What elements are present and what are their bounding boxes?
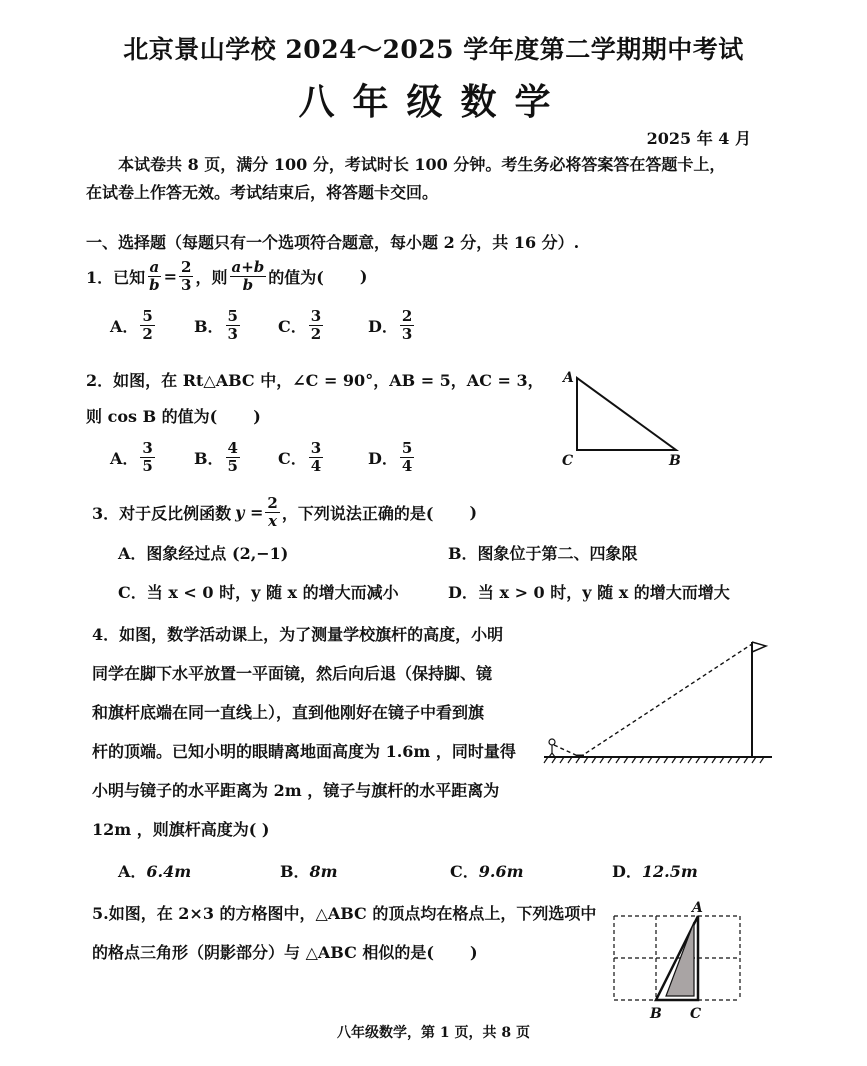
frac-num: 3 [310, 439, 322, 457]
option-label: B． [448, 544, 478, 563]
q1-options [110, 308, 452, 343]
option-label: D． [612, 862, 642, 881]
q1-option-d [368, 308, 452, 343]
q3-option-c [118, 580, 399, 603]
q3-close: ) [469, 502, 478, 522]
option-fraction [226, 440, 240, 475]
q4-line-3: 和旗杆底端在同一直线上），直到他刚好在镜子中看到旗 [92, 703, 485, 722]
option-fraction [309, 308, 323, 343]
option-fraction [226, 308, 240, 343]
q1-option-b [194, 308, 278, 343]
vertex-b-label: B [669, 453, 681, 469]
q4-line-5: 小明与镜子的水平距离为 2m ，镜子与旗杆的水平距离为 [92, 781, 500, 800]
option-label: C． [278, 317, 307, 336]
frac-den: b [149, 275, 160, 294]
q4-line-4: 杆的顶端。已知小明的眼睛离地面高度为 1.6m ，同时量得 [92, 742, 516, 761]
vertex-b-label: B [650, 1006, 662, 1022]
page-footer: 八年级数学，第 1 页，共 8 页 [337, 1025, 530, 1041]
frac-num: 5 [142, 307, 153, 325]
option-label: C． [450, 862, 479, 881]
q3-option-a [118, 541, 288, 564]
q3-option-d [448, 580, 730, 603]
person-icon [549, 739, 555, 757]
q4-line-6: 12m ，则旗杆高度为( ) [92, 820, 270, 839]
frac-den: b [242, 275, 254, 294]
q2-option-a [110, 440, 194, 475]
frac-num: 2 [401, 307, 413, 325]
shaded-region [666, 922, 694, 996]
option-text: 12.5m [641, 862, 698, 881]
flagpole-figure [536, 632, 776, 772]
q3-suffix: ，下列说法正确的是( [281, 503, 434, 523]
q4-option-c [450, 859, 524, 882]
q1-close: ) [359, 266, 368, 286]
q5-line-1: 5.如图，在 2×3 的方格图中，△ABC 的顶点均在格点上，下列选项中 [92, 904, 597, 923]
q5-line-2: 的格点三角形（阴影部分）与 △ABC 相似的是( [92, 943, 434, 962]
option-label: C． [278, 449, 307, 468]
option-label: D． [448, 583, 478, 602]
q2-option-d [368, 440, 452, 475]
q3-prefix: 3．对于反比例函数 [92, 503, 232, 523]
frac-den: 2 [310, 325, 322, 343]
fraction-a-plus-b-over-b [230, 259, 267, 294]
option-text: 8m [309, 862, 338, 881]
frac-den: x [268, 511, 278, 530]
option-fraction [309, 440, 323, 475]
option-label: A． [110, 317, 139, 336]
q1-prefix: 1．已知 [86, 267, 146, 287]
option-label: C． [118, 583, 147, 602]
frac-num: a [149, 257, 160, 276]
frac-num: 5 [227, 307, 238, 325]
option-fraction [140, 440, 154, 475]
option-label: B． [194, 317, 224, 336]
option-fraction [140, 308, 154, 343]
q4-line-1: 4．如图，数学活动课上，为了测量学校旗杆的高度，小明 [92, 625, 504, 644]
frac-den: 5 [142, 457, 153, 475]
option-label: A． [118, 544, 147, 563]
q2-line-1: 2．如图，在 Rt△ABC 中，∠C = 90°，AB = 5，AC = 3， [86, 371, 544, 390]
fraction-2-over-3 [179, 259, 193, 294]
q1-mid: ，则 [195, 267, 228, 287]
q4-option-b [280, 859, 338, 882]
frac-den: 5 [227, 457, 238, 475]
frac-den: 2 [142, 325, 153, 343]
question-1 [86, 256, 367, 296]
triangle-abc [577, 378, 676, 450]
flag-icon [752, 642, 766, 652]
question-3 [92, 492, 477, 532]
frac-den: 3 [401, 325, 413, 343]
option-text: 当 x < 0 时，y 随 x 的增大而减小 [146, 583, 399, 602]
grid-triangle-figure [604, 898, 754, 1028]
frac-den: 3 [227, 325, 238, 343]
option-text: 6.4m [146, 862, 192, 881]
question-5-prompt [92, 940, 478, 963]
vertex-a-label: A [563, 370, 574, 386]
q1-option-a [110, 308, 194, 343]
exam-date: 2025 年 4 月 [646, 129, 751, 148]
intro-line-1: 本试卷共 8 页，满分 100 分，考试时长 100 分钟。考生务必将答案答在答题卡上， [118, 155, 726, 174]
option-fraction [400, 440, 414, 475]
frac-num: 3 [142, 439, 153, 457]
option-label: D． [368, 317, 398, 336]
q1-option-c [278, 308, 368, 343]
exam-title: 北京景山学校 2024～2025 学年度第二学期期中考试 [123, 35, 744, 64]
option-fraction [400, 308, 414, 343]
q1-suffix: 的值为( [268, 267, 324, 287]
option-text: 图象经过点 (2,−1) [146, 544, 289, 563]
option-label: A． [110, 449, 139, 468]
option-label: A． [118, 862, 147, 881]
fraction-2-over-x [265, 495, 279, 530]
frac-den: 4 [310, 457, 322, 475]
frac-num: 2 [267, 493, 278, 512]
q5-close: ) [470, 943, 478, 962]
option-text: 图象位于第二、四象限 [477, 544, 638, 563]
frac-den: 4 [401, 457, 413, 475]
vertex-c-label: C [690, 1006, 702, 1022]
option-text: 当 x > 0 时，y 随 x 的增大而增大 [477, 583, 730, 602]
option-label: B． [194, 449, 224, 468]
frac-num: a+b [231, 257, 265, 276]
q3-option-b [448, 541, 638, 564]
q4-line-2: 同学在脚下水平放置一平面镜，然后向后退（保持脚、镜 [92, 664, 493, 683]
subject-title: 八年级数学 [298, 81, 569, 123]
option-label: B． [280, 862, 310, 881]
section-heading: 一、选择题（每题只有一个选项符合题意，每小题 2 分，共 16 分）. [86, 233, 580, 252]
equals-sign: = [163, 266, 178, 286]
q2-option-b [194, 440, 278, 475]
frac-num: 2 [181, 257, 192, 276]
question-2-prompt [86, 404, 261, 427]
q4-option-a [118, 859, 191, 882]
frac-num: 4 [227, 439, 238, 457]
function-y: y = [235, 502, 264, 522]
vertex-c-label: C [562, 453, 574, 469]
frac-num: 3 [310, 307, 322, 325]
option-text: 9.6m [478, 862, 524, 881]
intro-line-2: 在试卷上作答无效。考试结束后，将答题卡交回。 [86, 183, 439, 202]
vertex-a-label: A [692, 900, 703, 916]
option-label: D． [368, 449, 398, 468]
q2-close: ) [253, 407, 261, 426]
frac-num: 5 [401, 439, 413, 457]
q2-option-c [278, 440, 368, 475]
frac-den: 3 [181, 275, 192, 294]
q2-line-2: 则 cos B 的值为( [86, 407, 218, 426]
right-triangle-figure [560, 368, 690, 468]
fraction-a-over-b [147, 259, 162, 294]
reflection-ray-to-top [580, 644, 752, 757]
q4-option-d [612, 859, 698, 882]
q2-options [110, 440, 452, 475]
